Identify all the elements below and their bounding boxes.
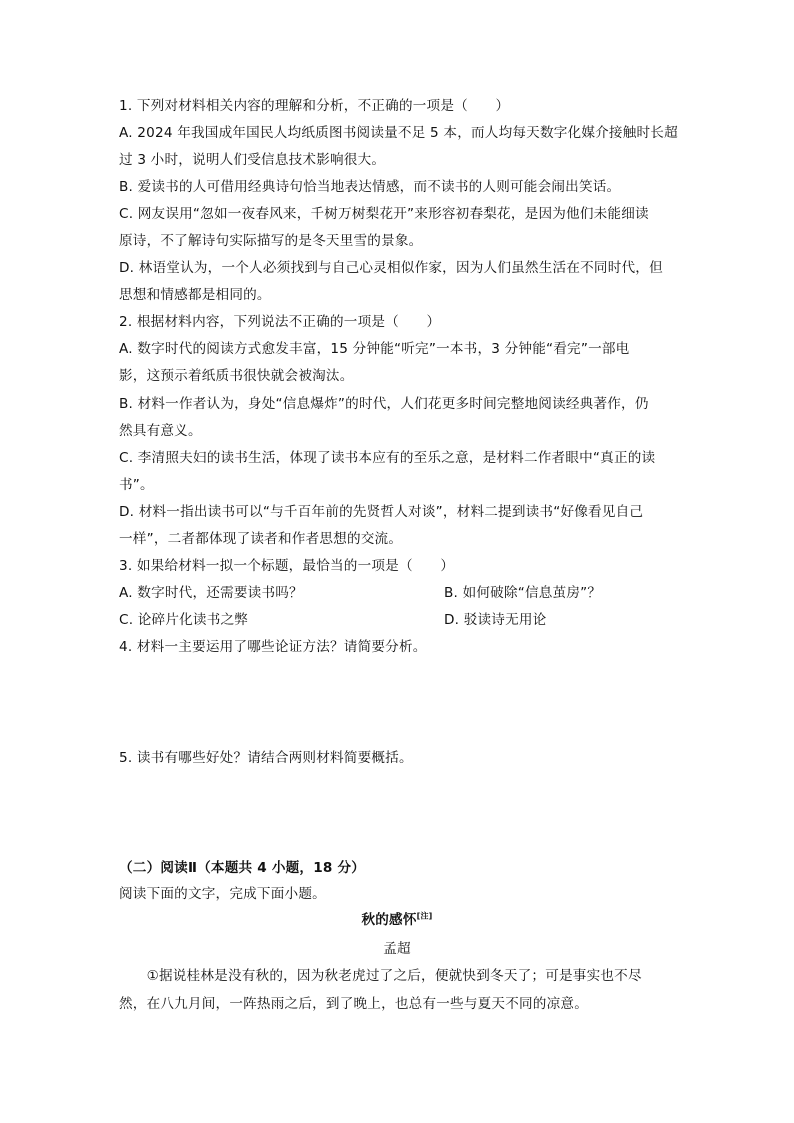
q2-option-b-line1: B. 材料一作者认为，身处“信息爆炸”的时代，人们花更多时间完整地阅读经典著作，仍	[119, 396, 649, 412]
q4-stem: 4. 材料一主要运用了哪些论证方法？请简要分析。	[119, 639, 427, 655]
section-instruction: 阅读下面的文字，完成下面小题。	[119, 886, 326, 902]
q3-option-b: B. 如何破除“信息茧房”？	[444, 585, 602, 601]
q1-option-c-line2: 原诗，不了解诗句实际描写的是冬天里雪的景象。	[119, 233, 423, 249]
q1-option-d-line2: 思想和情感都是相同的。	[119, 287, 271, 303]
q1-stem: 1. 下列对材料相关内容的理解和分析，不正确的一项是（ ）	[119, 98, 510, 114]
q2-stem: 2. 根据材料内容，下列说法不正确的一项是（ ）	[119, 314, 441, 330]
q2-option-c-line2: 书”。	[119, 477, 154, 493]
footnote-marker: [注]	[416, 911, 433, 921]
q1-option-d-line1: D. 林语堂认为，一个人必须找到与自己心灵相似作家，因为人们虽然生活在不同时代，但	[119, 260, 663, 276]
q2-option-a-line2: 影，这预示着纸质书很快就会被淘汰。	[119, 368, 354, 384]
article-title	[0, 910, 794, 930]
q3-option-c: C. 论碎片化读书之弊	[119, 612, 249, 628]
q2-option-b-line2: 然具有意义。	[119, 423, 202, 439]
q3-stem: 3. 如果给材料一拟一个标题，最恰当的一项是（ ）	[119, 558, 455, 574]
q1-option-b: B. 爱读书的人可借用经典诗句恰当地表达情感，而不读书的人则可能会闹出笑话。	[119, 179, 621, 195]
paragraph-1-line1: ①据说桂林是没有秋的，因为秋老虎过了之后，便就快到冬天了；可是事实也不尽	[119, 968, 642, 984]
q2-option-d-line2: 一样”，二者都体现了读者和作者思想的交流。	[119, 531, 403, 547]
paragraph-1-line2: 然，在八九月间，一阵热雨之后，到了晚上，也总有一些与夏天不同的凉意。	[119, 996, 588, 1012]
q2-option-c-line1: C. 李清照夫妇的读书生活，体现了读书本应有的至乐之意，是材料二作者眼中“真正的读	[119, 450, 656, 466]
q1-option-a-line2: 过 3 小时，说明人们受信息技术影响很大。	[119, 152, 386, 168]
q1-option-c-line1: C. 网友误用“忽如一夜春风来，千树万树梨花开”来形容初春梨花，是因为他们未能细读	[119, 206, 649, 222]
article-title-text: 秋的感怀	[361, 912, 417, 928]
article-author: 孟超	[383, 941, 411, 957]
q2-option-a-line1: A. 数字时代的阅读方式愈发丰富，15 分钟能“听完”一本书，3 分钟能“看完”一部电	[119, 341, 630, 357]
q2-option-d-line1: D. 材料一指出读书可以“与千百年前的先贤哲人对谈”，材料二提到读书“好像看见自己	[119, 504, 644, 520]
q5-stem: 5. 读书有哪些好处？请结合两则材料简要概括。	[119, 750, 413, 766]
q3-option-d: D. 驳读诗无用论	[444, 612, 547, 628]
q3-option-a: A. 数字时代，还需要读书吗？	[119, 585, 303, 601]
section-heading: （二）阅读Ⅱ（本题共 4 小题，18 分）	[119, 860, 366, 876]
q1-option-a-line1: A. 2024 年我国成年国民人均纸质图书阅读量不足 5 本，而人均每天数字化媒介接触时长超	[119, 125, 678, 141]
